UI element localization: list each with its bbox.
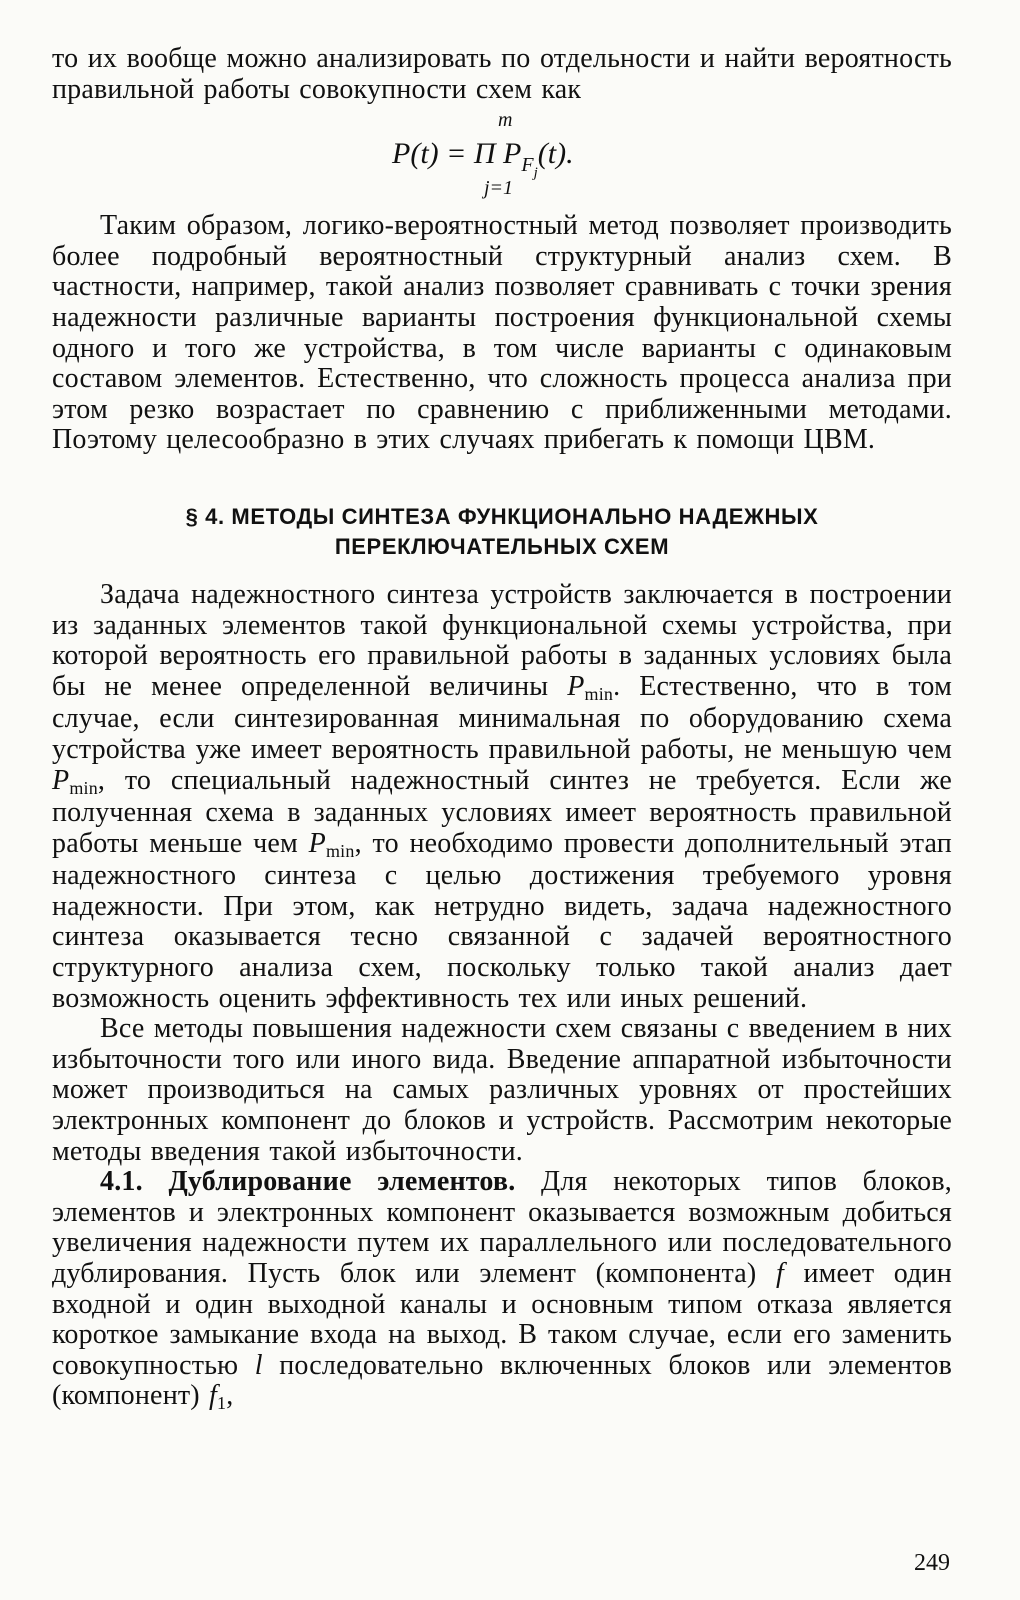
formula-rhs: (t). xyxy=(537,137,574,171)
section-heading-line-1: § 4. МЕТОДЫ СИНТЕЗА ФУНКЦИОНАЛЬНО НАДЕЖНЫХ xyxy=(185,503,819,529)
section-heading xyxy=(52,502,952,562)
formula-upper-limit: m xyxy=(498,109,513,132)
pmin-symbol: Pmin xyxy=(308,827,355,861)
paragraph-synthesis-task: Задача надежностного синтеза устройств заключается в построении из заданных элементов такой функциональной схемы устройства, при которой вероятность его правильной работы в заданных условиях была бы не менее определенной величины Pmin. Естественно, что в том случае, если синтезированная минимальная по оборудованию схема устройства уже имеет вероятность правильной работы, не меньшую чем Pmin, то специальный надежностный синтез не требуется. Если же полученная схема в заданных условиях имеет вероятность правильной работы меньше чем Pmin, то необходимо провести дополнительный этап надежностного синтеза с целью достижения требуемого уровня надежности. При этом, как нетрудно видеть, задача надежностного синтеза оказывается тесно связанной с задачей вероятностного структурного анализа схем, поскольку только такой анализ дает возможность оценить эффективность тех или иных решений. xyxy=(52,578,952,1014)
paragraph-logic-method: Таким образом, логико-вероятностный метод позволяет производить более подробный вероятностный структурный анализ схем. В частности, например, такой анализ позволяет сравнивать с точки зрения надежности различные варианты построения функциональной схемы одного и того же устройства, в том числе варианты с одинаковым составом элементов. Естественно, что сложность процесса анализа при этом резко возрастает по сравнению с приближенными методами. Поэтому целесообразно в этих случаях прибегать к помощи ЦВМ. xyxy=(52,210,952,456)
formula-lhs: P(t) = Π P xyxy=(392,137,522,171)
f1-symbol: f1 xyxy=(209,1380,227,1414)
product-formula xyxy=(52,107,952,205)
pmin-symbol: Pmin xyxy=(567,670,614,704)
section-heading-line-2: ПЕРЕКЛЮЧАТЕЛЬНЫХ СХЕМ xyxy=(334,533,670,559)
paragraph-duplication: 4.1. Дублирование элементов. Для некоторых типов блоков, элементов и электронных компонент оказывается возможным добиться увеличения надежности путем их параллельного или последовательного дублирования. Пусть блок или элемент (компонента) f имеет один входной и один выходной каналы и основным типом отказа является короткое замыкание входа на выход. В таком случае, если его заменить совокупностью l последовательно включенных блоков или элементов (компонент) f1, xyxy=(52,1166,952,1414)
page-number: 249 xyxy=(914,1550,950,1576)
formula-main xyxy=(392,137,574,182)
formula-lower-limit: j=1 xyxy=(484,177,514,200)
f-symbol: f xyxy=(775,1258,784,1289)
paragraph-intro: то их вообще можно анализировать по отдельности и найти вероятность правильной работы совокупности схем как xyxy=(52,43,952,105)
subsection-title: 4.1. Дублирование элементов. xyxy=(100,1166,516,1198)
formula-subscript: Fj xyxy=(521,154,538,182)
l-symbol: l xyxy=(254,1349,263,1381)
page-body xyxy=(52,44,952,1414)
paragraph-redundancy: Все методы повышения надежности схем связаны с введением в них избыточности того или иного вида. Введение аппаратной избыточности может производиться на самых различных уровнях от простейших электронных компонент до блоков и устройств. Рассмотрим некоторые методы введения такой избыточности. xyxy=(52,1013,952,1167)
pmin-symbol: Pmin xyxy=(52,764,98,798)
